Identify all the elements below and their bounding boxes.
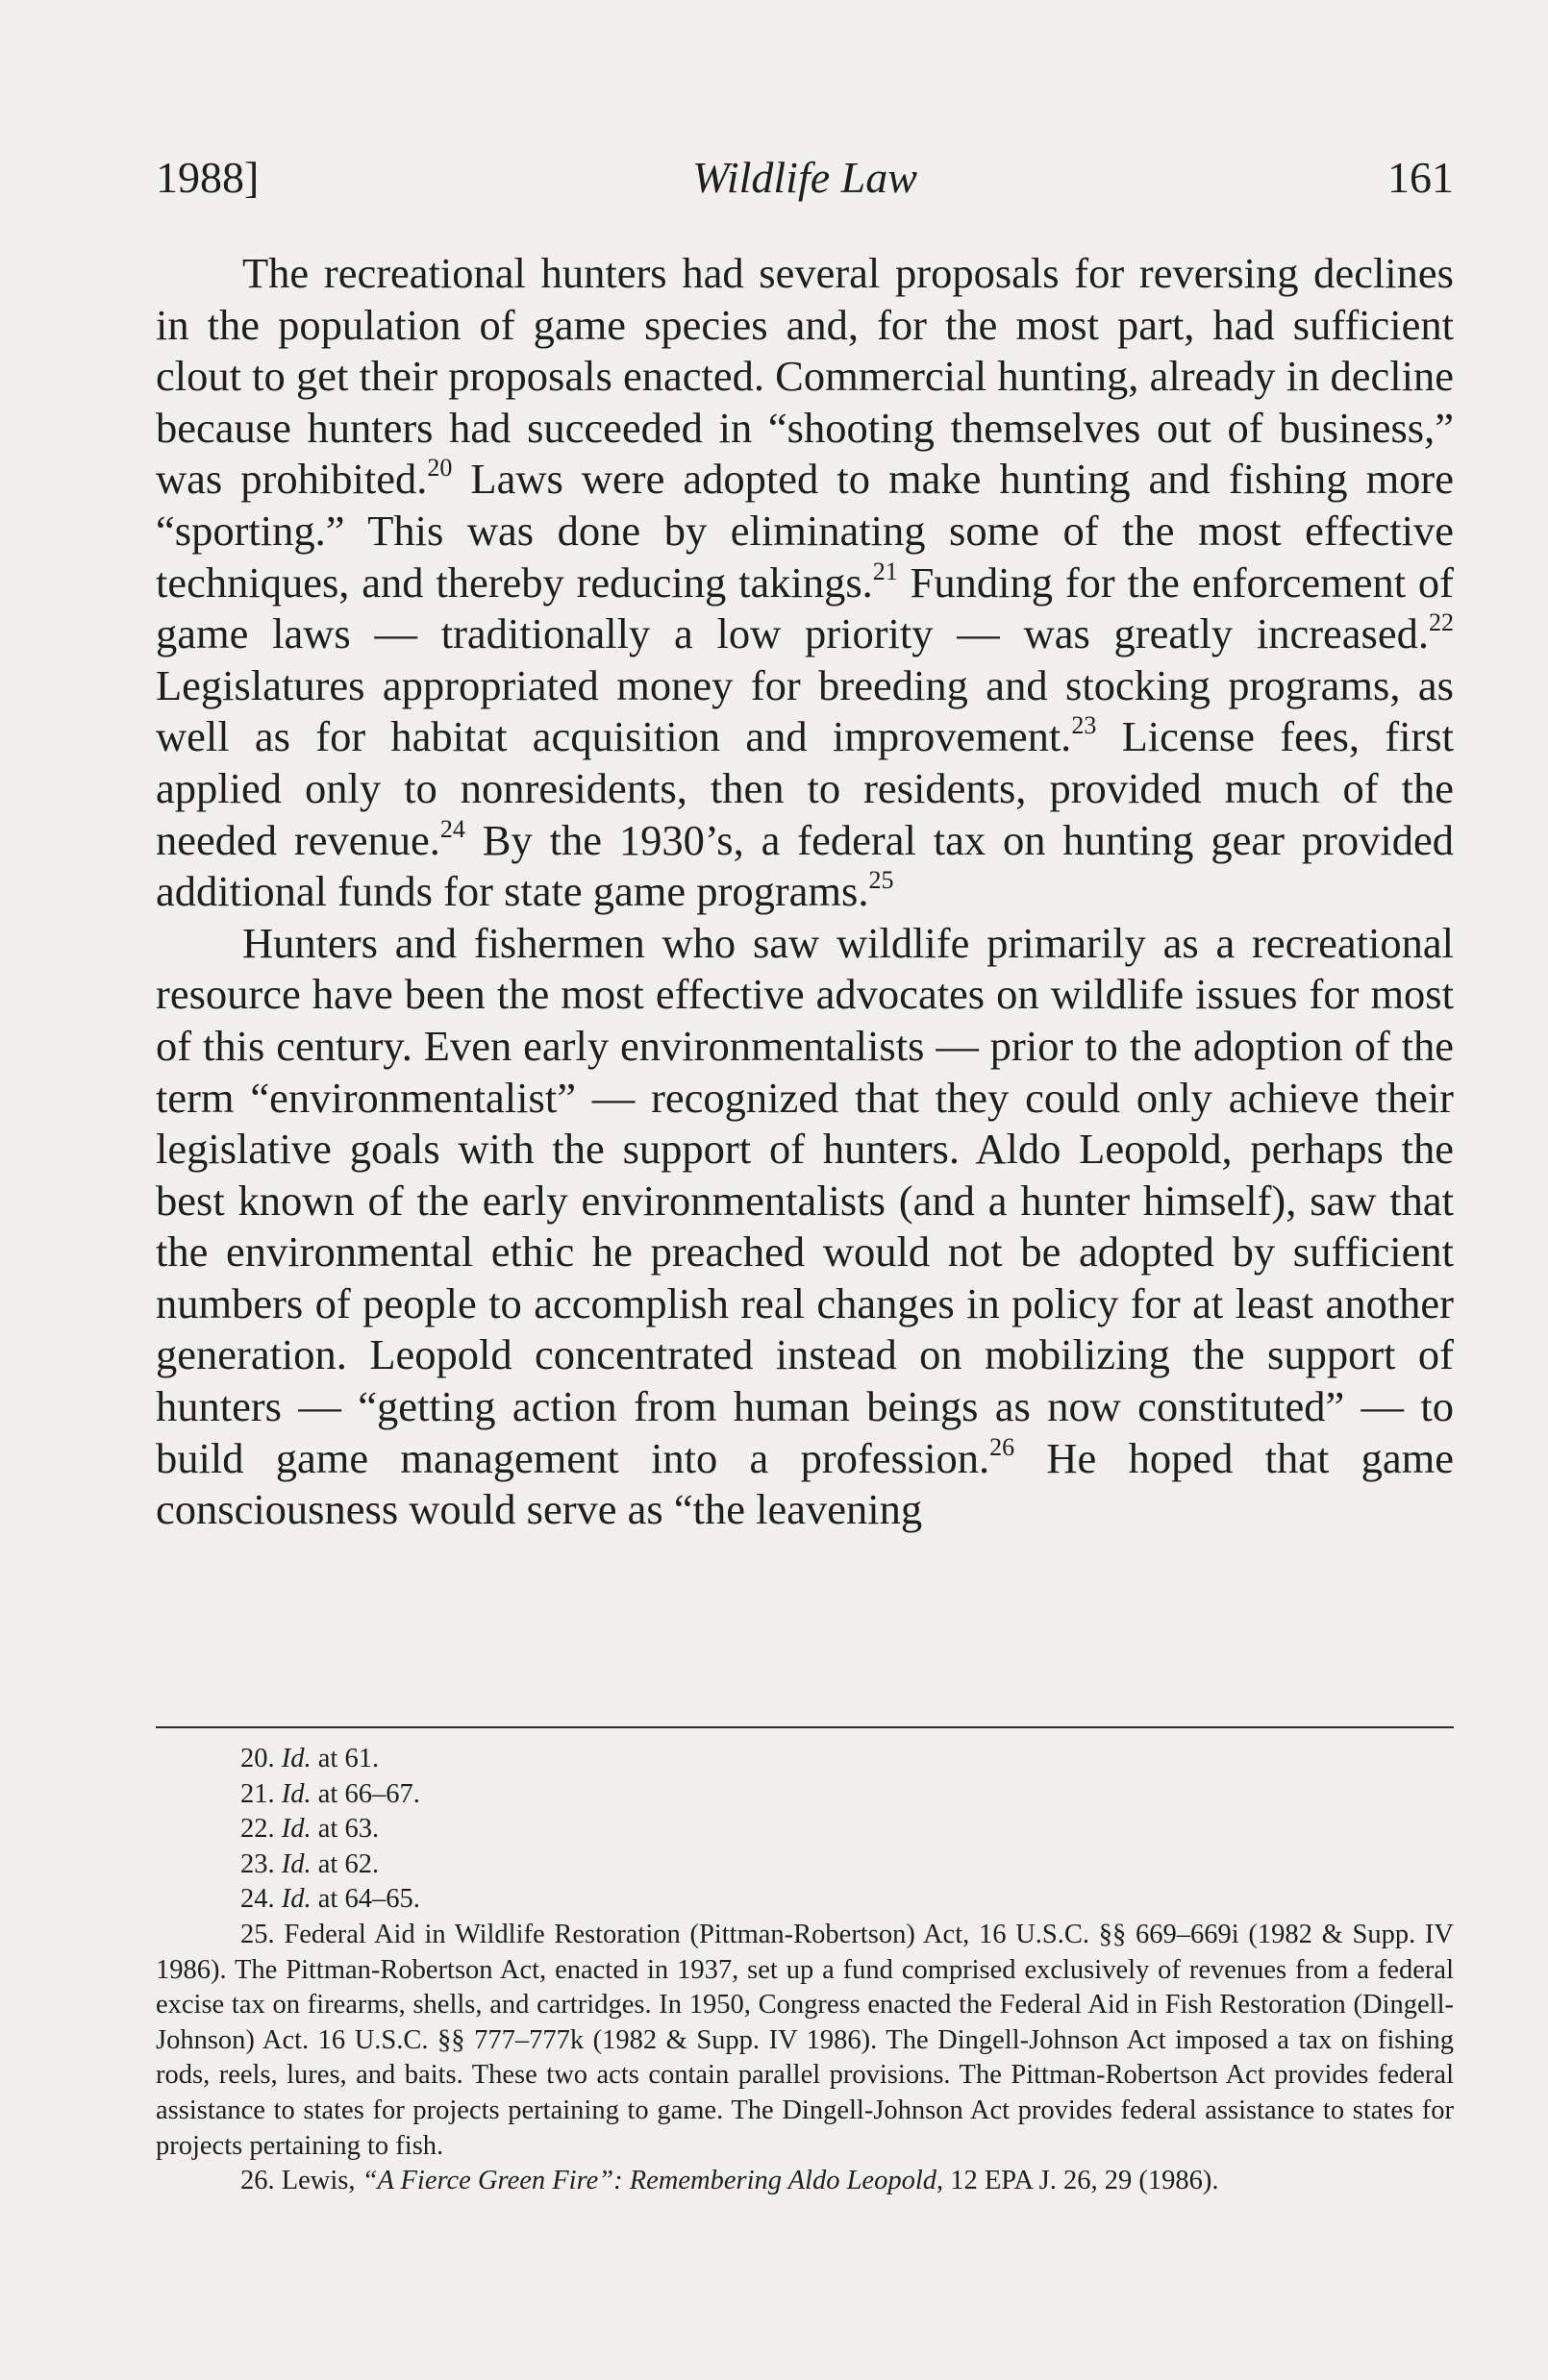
main-text <box>156 248 1454 1536</box>
footnote-number: 26. <box>240 2166 275 2196</box>
header-year: 1988] <box>156 153 260 202</box>
footnote-ref-24: 24 <box>439 814 465 843</box>
footnote-23 <box>156 1847 1454 1883</box>
p1-text-f: By the 1930’s, a federal tax on hunting gear provided additional funds for state game programs. <box>156 815 1454 916</box>
header-title: Wildlife Law <box>692 153 917 202</box>
footnote-ref-20: 20 <box>427 454 453 483</box>
footnote-text: at 62. <box>311 1848 380 1879</box>
p2-text-b: He hoped that game consciousness would serve as “the leavening <box>156 1433 1455 1534</box>
footnote-25 <box>156 1918 1454 2164</box>
footnote-number: 25. <box>240 1919 275 1949</box>
footnote-ref-21: 21 <box>872 557 898 585</box>
footnote-number: 22. <box>240 1814 275 1845</box>
footnote-20 <box>156 1742 1454 1777</box>
footnotes <box>156 1742 1454 2199</box>
footnote-cited-title: “A Fierce Green Fire”: Remembering Aldo Leopold, <box>362 2166 944 2196</box>
footnote-divider <box>156 1726 1454 1728</box>
footnote-id: Id. <box>281 1778 312 1809</box>
footnote-22 <box>156 1812 1454 1847</box>
footnote-21 <box>156 1777 1454 1813</box>
paragraph-2 <box>156 918 1454 1536</box>
footnote-id: Id. <box>281 1848 312 1879</box>
footnote-id: Id. <box>281 1744 312 1773</box>
footnote-text: at 61. <box>311 1744 380 1773</box>
footnote-ref-25: 25 <box>868 866 894 895</box>
paragraph-1 <box>156 248 1454 918</box>
footnote-24 <box>156 1882 1454 1918</box>
p1-text-b: Laws were adopted to make hunting and fishing more “sporting.” This was done by eliminating some of the most effective techniques, and thereby reducing takings. <box>156 455 1454 607</box>
p1-text-a: The recreational hunters had several proposals for reversing declines in the population of game species and, for the most part, had sufficient clout to get their proposals enacted. Commercial hunting, already in decline because hunters had succeeded in “shooting themselves out of business,” was prohibited. <box>156 249 1454 504</box>
footnote-number: 20. <box>240 1744 275 1773</box>
page-number: 161 <box>1387 153 1454 202</box>
footnote-ref-22: 22 <box>1429 608 1454 637</box>
p1-text-d: Legislatures appropriated money for breeding and stocking programs, as well as for habitat acquisition and improvement. <box>156 660 1454 761</box>
footnote-author: Lewis, <box>281 2166 362 2196</box>
running-header <box>156 152 1454 210</box>
footnote-id: Id. <box>281 1814 312 1845</box>
footnote-number: 23. <box>240 1848 275 1879</box>
p2-text-a: Hunters and fishermen who saw wildlife primarily as a recreational resource have been the most effective advocates on wildlife issues for most of this century. Even early environmentalists — prior to the adoption of the term “environmentalist” — recognized that they could only achieve their legislative goals with the support of hunters. Aldo Leopold, perhaps the best known of the early environmentalists (and a hunter himself), saw that the environmental ethic he preached would not be adopted by sufficient numbers of people to accomplish real changes in policy for at least another generation. Leopold concentrated instead on mobilizing the support of hunters — “getting action from human beings as now constituted” — to build game management into a profession. <box>156 918 1454 1482</box>
p1-text-c: Funding for the enforcement of game laws — traditionally a low priority — was greatly increased. <box>156 558 1454 658</box>
footnote-ref-23: 23 <box>1071 711 1097 740</box>
footnote-text: Federal Aid in Wildlife Restoration (Pittman-Robertson) Act, 16 U.S.C. §§ 669–669i (1982 & Supp. IV 1986). The Pittman-Robertson Act, enacted in 1937, set up a fund comprised exclusively of revenues from a federal excise tax on firearms, shells, and cartridges. In 1950, Congress enacted the Federal Aid in Fish Restoration (Dingell-Johnson) Act. 16 U.S.C. §§ 777–777k (1982 & Supp. IV 1986). The Dingell-Johnson Act imposed a tax on fishing rods, reels, lures, and baits. These two acts contain parallel provisions. The Pittman-Robertson Act provides federal assistance to states for projects pertaining to game. The Dingell-Johnson Act provides federal assistance to states for projects pertaining to fish. <box>156 1919 1454 2161</box>
footnote-text: 12 EPA J. 26, 29 (1986). <box>943 2166 1219 2196</box>
footnote-text: at 66–67. <box>311 1778 420 1809</box>
p1-text-e: License fees, first applied only to nonresidents, then to residents, provided much of the needed revenue. <box>156 712 1454 864</box>
footnote-number: 24. <box>240 1884 275 1915</box>
footnote-26 <box>156 2164 1454 2199</box>
footnote-ref-26: 26 <box>989 1432 1015 1461</box>
footnote-id: Id. <box>281 1884 312 1915</box>
footnote-number: 21. <box>240 1778 275 1809</box>
footnote-text: at 63. <box>311 1814 380 1845</box>
footnote-text: at 64–65. <box>311 1884 420 1915</box>
